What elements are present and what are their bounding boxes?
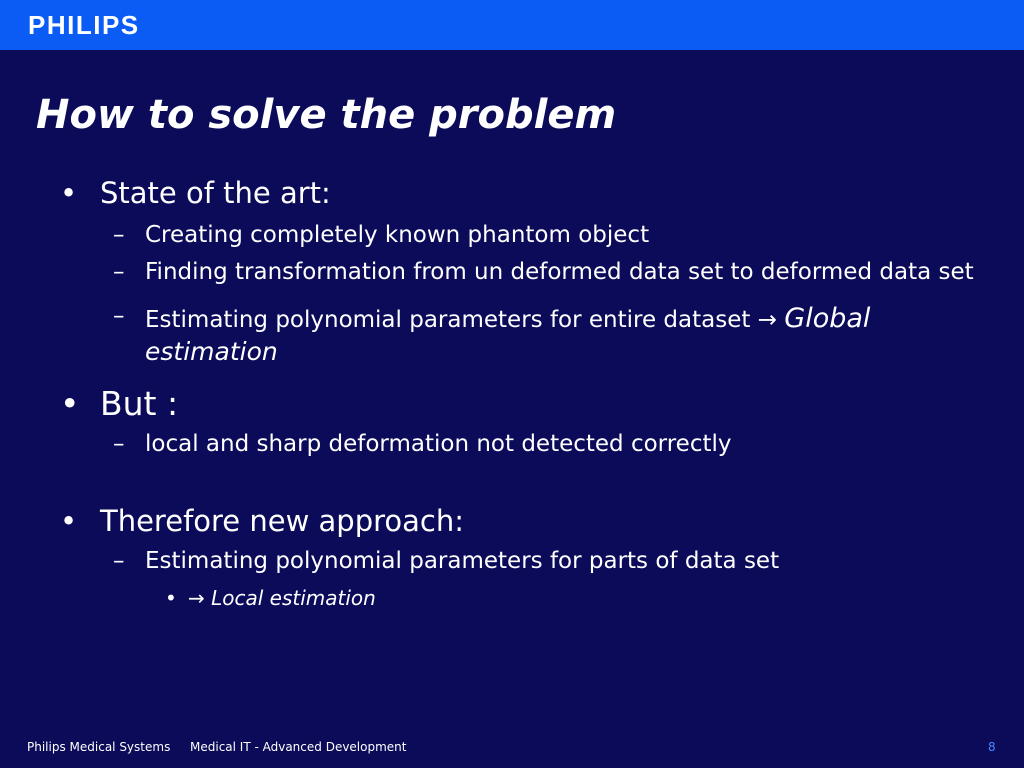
- dash-marker: –: [113, 259, 125, 285]
- bullet-marker: •: [60, 176, 78, 210]
- emphasis-estimation: estimation: [145, 337, 278, 366]
- sub-sub-item: [188, 586, 376, 610]
- dash-marker: –: [113, 548, 125, 574]
- emphasis-local-estimation: Local estimation: [211, 586, 376, 610]
- sub-item: Estimating polynomial parameters for parts of data set: [145, 548, 780, 574]
- sub-item: Creating completely known phantom object: [145, 222, 650, 248]
- footer-department: Medical IT - Advanced Development: [190, 740, 407, 754]
- page-number: 8: [988, 740, 996, 754]
- bullet-marker: •: [165, 586, 177, 610]
- footer-company: Philips Medical Systems: [27, 740, 171, 754]
- dash-marker: –: [113, 222, 125, 248]
- philips-logo: PHILIPS: [28, 10, 140, 40]
- emphasis-global: Global: [784, 303, 871, 334]
- bullet-but: But :: [100, 384, 179, 423]
- bullet-marker: •: [60, 504, 78, 538]
- dash-marker: –: [113, 431, 125, 457]
- slide-title: How to solve the problem: [36, 92, 617, 138]
- sub-item-text: Estimating polynomial parameters for entire dataset: [145, 307, 751, 333]
- bullet-marker: •: [60, 384, 80, 423]
- arrow-right-icon: →: [757, 307, 777, 333]
- bullet-new-approach: Therefore new approach:: [100, 504, 465, 538]
- bullet-state-of-art: State of the art:: [100, 176, 331, 210]
- dash-marker: –: [113, 303, 125, 329]
- sub-item: [145, 303, 870, 334]
- arrow-right-icon: →: [188, 586, 205, 610]
- sub-item: local and sharp deformation not detected correctly: [145, 431, 732, 457]
- sub-item: Finding transformation from un deformed data set to deformed data set: [145, 259, 974, 285]
